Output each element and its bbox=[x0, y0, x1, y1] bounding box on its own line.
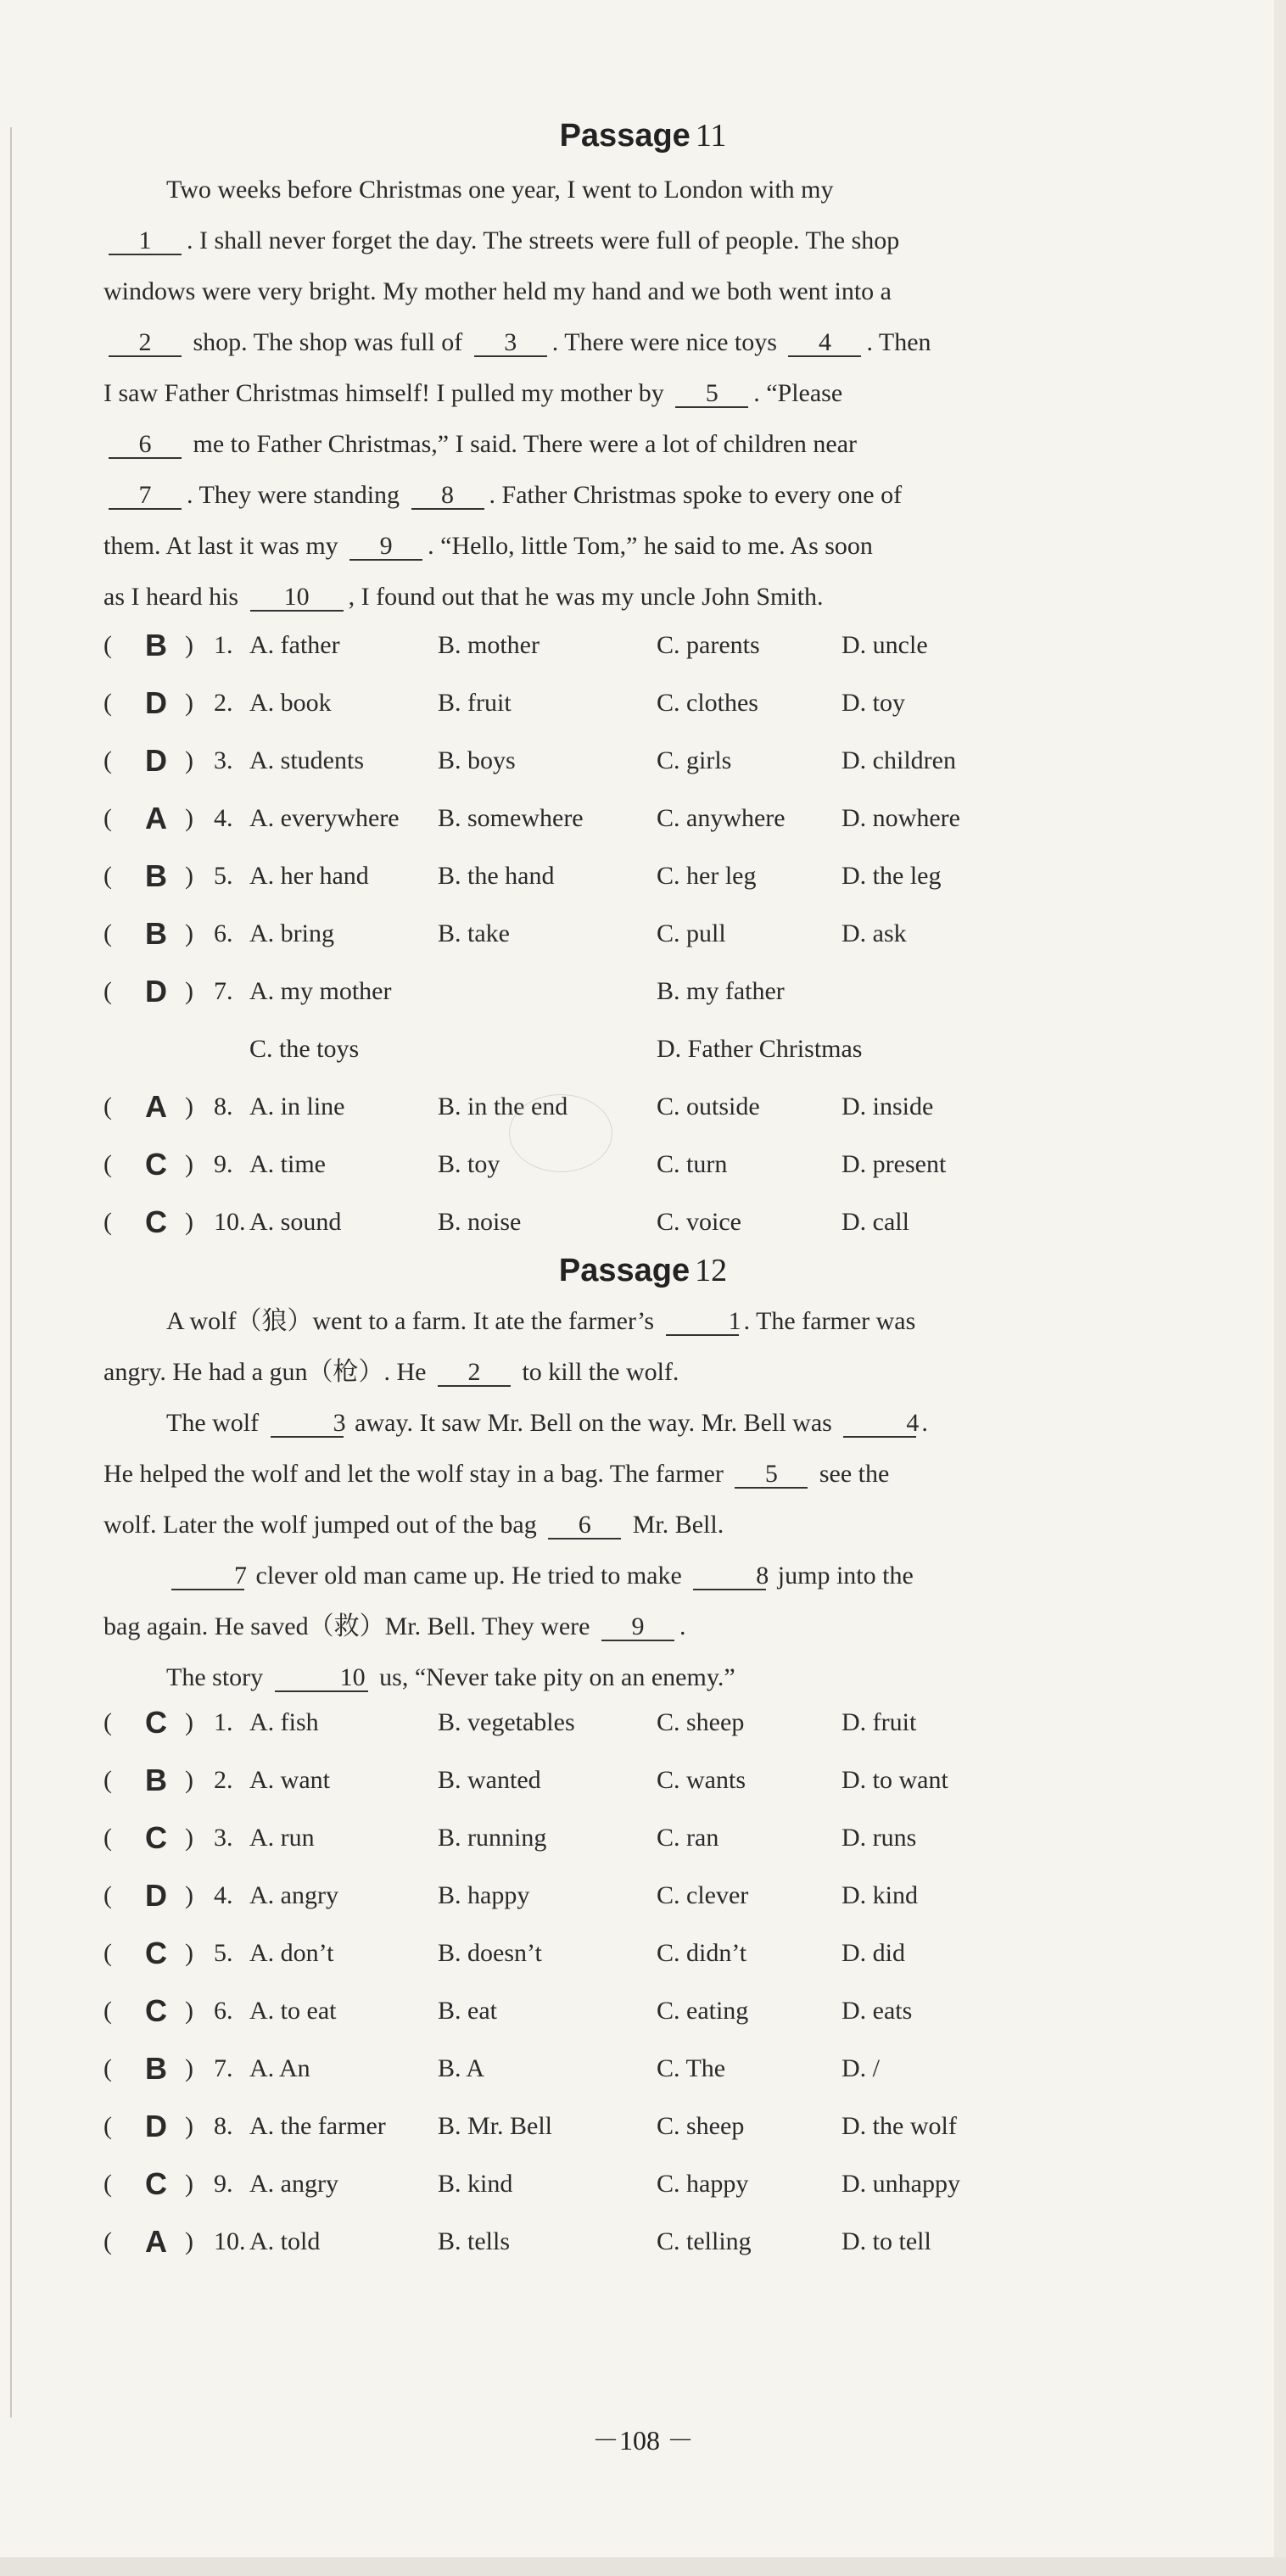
answer-letter: B bbox=[145, 916, 167, 951]
close-paren: ) bbox=[185, 1708, 193, 1736]
option-b: B. fruit bbox=[438, 689, 512, 717]
passage-text: jump into the bbox=[771, 1562, 914, 1590]
blank-10: 10 bbox=[275, 1665, 368, 1692]
question-row bbox=[103, 2109, 1121, 2163]
question-number: 7. bbox=[214, 977, 233, 1005]
passage-text: A wolf（狼）went to a farm. It ate the farmer’s bbox=[166, 1307, 661, 1335]
question-row bbox=[103, 916, 1121, 970]
blank-6: 6 bbox=[109, 432, 182, 459]
question-number: 8. bbox=[214, 2112, 233, 2140]
passage-text: . There were nice toys bbox=[551, 328, 784, 356]
passage-text: . I shall never forget the day. The streets were full of people. The shop bbox=[187, 226, 900, 254]
option-d: D. did bbox=[841, 1939, 905, 1967]
question-number: 2. bbox=[214, 1766, 233, 1794]
passage-line bbox=[103, 1652, 1052, 1703]
blank-4: 4 bbox=[788, 330, 861, 357]
question-number: 10. bbox=[214, 1208, 246, 1236]
question-number: 8. bbox=[214, 1092, 233, 1120]
option-c: C. sheep bbox=[657, 1708, 745, 1736]
passage-line bbox=[103, 1449, 1052, 1500]
passage-text: . The farmer was bbox=[743, 1307, 916, 1335]
option-b: B. mother bbox=[438, 631, 540, 659]
option-a: A. her hand bbox=[249, 862, 369, 890]
passage-text: . Then bbox=[866, 328, 931, 356]
passage-line bbox=[103, 521, 1052, 572]
option-a: A. want bbox=[249, 1766, 330, 1794]
answer-letter: B bbox=[145, 858, 167, 893]
close-paren: ) bbox=[185, 919, 193, 947]
passage-text: Two weeks before Christmas one year, I went to London with my bbox=[166, 176, 834, 204]
passage-text: angry. He had a gun（枪）. He bbox=[103, 1358, 433, 1386]
option-d: D. kind bbox=[841, 1881, 918, 1909]
passage-line bbox=[103, 1398, 1052, 1449]
open-paren: ( bbox=[103, 746, 112, 774]
passage-text: windows were very bright. My mother held my hand and we both went into a bbox=[103, 277, 892, 305]
option-a: A. the farmer bbox=[249, 2112, 386, 2140]
option-c: C. telling bbox=[657, 2227, 752, 2255]
option-d: D. ask bbox=[841, 919, 907, 947]
option-c: C. clothes bbox=[657, 689, 758, 717]
answer-letter: A bbox=[145, 1089, 167, 1124]
option-a: A. An bbox=[249, 2054, 310, 2082]
page-number: －108 － bbox=[591, 2425, 694, 2456]
option-c: C. turn bbox=[657, 1150, 728, 1178]
option-b: B. toy bbox=[438, 1150, 500, 1178]
option-c: C. outside bbox=[657, 1092, 760, 1120]
answer-letter: D bbox=[145, 974, 167, 1009]
question-number: 5. bbox=[214, 1939, 233, 1967]
open-paren: ( bbox=[103, 1824, 112, 1852]
blank-2: 2 bbox=[438, 1360, 511, 1387]
question-row bbox=[103, 1820, 1121, 1875]
option-d: D. to tell bbox=[841, 2227, 931, 2255]
option-c: C. wants bbox=[657, 1766, 746, 1794]
option-b: B. Mr. Bell bbox=[438, 2112, 553, 2140]
blank-10: 10 bbox=[250, 584, 344, 612]
passage-11-text bbox=[103, 165, 1052, 623]
blank-3: 3 bbox=[474, 330, 547, 357]
passage-text: The story bbox=[166, 1663, 270, 1691]
option-d: D. nowhere bbox=[841, 804, 960, 832]
option-d: D. runs bbox=[841, 1824, 917, 1852]
question-number: 6. bbox=[214, 919, 233, 947]
blank-5: 5 bbox=[735, 1461, 808, 1489]
option-b: B. kind bbox=[438, 2170, 513, 2198]
option-a: A. sound bbox=[249, 1208, 342, 1236]
passage-text: He helped the wolf and let the wolf stay in a bag. The farmer bbox=[103, 1460, 730, 1488]
option-b: B. eat bbox=[438, 1997, 497, 2025]
open-paren: ( bbox=[103, 2227, 112, 2255]
passage-text: Mr. Bell. bbox=[626, 1511, 724, 1539]
option-a: A. in line bbox=[249, 1092, 345, 1120]
blank-8: 8 bbox=[411, 483, 484, 510]
close-paren: ) bbox=[185, 2054, 193, 2082]
passage-text: . “Hello, little Tom,” he said to me. As soon bbox=[428, 532, 873, 560]
passage-text: us, “Never take pity on an enemy.” bbox=[372, 1663, 735, 1691]
question-row bbox=[103, 1763, 1121, 1817]
close-paren: ) bbox=[185, 1150, 193, 1178]
option-b: B. somewhere bbox=[438, 804, 584, 832]
question-row bbox=[103, 1878, 1121, 1932]
passage-text: I saw Father Christmas himself! I pulled my mother by bbox=[103, 379, 671, 407]
blank-9: 9 bbox=[349, 534, 422, 561]
question-number: 4. bbox=[214, 804, 233, 832]
option-a: A. my mother bbox=[249, 977, 392, 1005]
close-paren: ) bbox=[185, 1766, 193, 1794]
passage-line bbox=[103, 1296, 1052, 1347]
option-d: D. call bbox=[841, 1208, 909, 1236]
passage-text: . “Please bbox=[753, 379, 843, 407]
question-number: 9. bbox=[214, 1150, 233, 1178]
passage-line bbox=[103, 572, 1052, 623]
close-paren: ) bbox=[185, 1208, 193, 1236]
option-b: B. boys bbox=[438, 746, 516, 774]
option-c: C. The bbox=[657, 2054, 726, 2082]
close-paren: ) bbox=[185, 977, 193, 1005]
question-number: 9. bbox=[214, 2170, 233, 2198]
option-c: B. my father bbox=[657, 977, 785, 1005]
option-a: A. to eat bbox=[249, 1997, 337, 2025]
option-a: A. don’t bbox=[249, 1939, 334, 1967]
open-paren: ( bbox=[103, 2112, 112, 2140]
open-paren: ( bbox=[103, 1092, 112, 1120]
option-a: A. bring bbox=[249, 919, 334, 947]
question-number: 7. bbox=[214, 2054, 233, 2082]
question-number: 3. bbox=[214, 746, 233, 774]
question-number: 6. bbox=[214, 1997, 233, 2025]
option-b: B. in the end bbox=[438, 1092, 568, 1120]
option-c: C. anywhere bbox=[657, 804, 786, 832]
passage-line bbox=[103, 419, 1052, 470]
blank-2: 2 bbox=[109, 330, 182, 357]
passage-line bbox=[103, 1601, 1052, 1652]
answer-letter: C bbox=[145, 1705, 167, 1740]
open-paren: ( bbox=[103, 1766, 112, 1794]
answer-letter: D bbox=[145, 743, 167, 778]
option-d: D. to want bbox=[841, 1766, 948, 1794]
option-d: D. inside bbox=[841, 1092, 934, 1120]
option-a: A. angry bbox=[249, 1881, 338, 1909]
question-row bbox=[103, 685, 1121, 740]
question-number: 4. bbox=[214, 1881, 233, 1909]
option-d: D. toy bbox=[841, 689, 905, 717]
open-paren: ( bbox=[103, 2170, 112, 2198]
option-a: A. father bbox=[249, 631, 340, 659]
title-number: 11 bbox=[695, 118, 727, 154]
option-a: A. everywhere bbox=[249, 804, 400, 832]
option-d: D. eats bbox=[841, 1997, 913, 2025]
passage-text: see the bbox=[813, 1460, 890, 1488]
option-a: A. time bbox=[249, 1150, 326, 1178]
option-a: C. the toys bbox=[249, 1035, 360, 1063]
option-d: D. present bbox=[841, 1150, 947, 1178]
open-paren: ( bbox=[103, 1150, 112, 1178]
open-paren: ( bbox=[103, 1881, 112, 1909]
answer-letter: A bbox=[145, 2224, 167, 2259]
close-paren: ) bbox=[185, 1997, 193, 2025]
open-paren: ( bbox=[103, 804, 112, 832]
option-d: D. / bbox=[841, 2054, 880, 2082]
option-c: C. happy bbox=[657, 2170, 749, 2198]
question-row bbox=[103, 2224, 1121, 2278]
passage-text: wolf. Later the wolf jumped out of the bag bbox=[103, 1511, 544, 1539]
close-paren: ) bbox=[185, 1939, 193, 1967]
title-word: Passage bbox=[558, 1253, 691, 1288]
close-paren: ) bbox=[185, 689, 193, 717]
passage-text: as I heard his bbox=[103, 583, 245, 611]
close-paren: ) bbox=[185, 746, 193, 774]
close-paren: ) bbox=[185, 804, 193, 832]
option-b: B. take bbox=[438, 919, 510, 947]
option-a: A. told bbox=[249, 2227, 321, 2255]
question-row bbox=[103, 2051, 1121, 2105]
close-paren: ) bbox=[185, 1092, 193, 1120]
option-a: A. book bbox=[249, 689, 332, 717]
open-paren: ( bbox=[103, 862, 112, 890]
close-paren: ) bbox=[185, 631, 193, 659]
question-number: 2. bbox=[214, 689, 233, 717]
blank-4: 4 bbox=[843, 1411, 916, 1438]
option-d: D. uncle bbox=[841, 631, 928, 659]
open-paren: ( bbox=[103, 689, 112, 717]
passage-text: The wolf bbox=[166, 1409, 266, 1437]
close-paren: ) bbox=[185, 2112, 193, 2140]
option-c: D. Father Christmas bbox=[657, 1035, 863, 1063]
passage-line bbox=[103, 1347, 1052, 1398]
question-row bbox=[103, 1147, 1121, 1201]
option-b: B. the hand bbox=[438, 862, 555, 890]
option-b: B. wanted bbox=[438, 1766, 541, 1794]
passage-line bbox=[103, 368, 1052, 419]
blank-7: 7 bbox=[171, 1563, 244, 1590]
passage-text: them. At last it was my bbox=[103, 532, 345, 560]
answer-letter: B bbox=[145, 628, 167, 662]
option-a: A. run bbox=[249, 1824, 315, 1852]
passage-text: to kill the wolf. bbox=[515, 1358, 679, 1386]
title-word: Passage bbox=[559, 118, 691, 154]
question-row bbox=[103, 801, 1121, 855]
open-paren: ( bbox=[103, 2054, 112, 2082]
option-c: C. didn’t bbox=[657, 1939, 747, 1967]
title-number: 12 bbox=[695, 1253, 728, 1288]
answer-letter: C bbox=[145, 1820, 167, 1855]
option-d: D. the leg bbox=[841, 862, 942, 890]
blank-8: 8 bbox=[693, 1563, 766, 1590]
answer-letter: C bbox=[145, 1147, 167, 1182]
passage-text: bag again. He saved（救）Mr. Bell. They were bbox=[103, 1612, 596, 1640]
open-paren: ( bbox=[103, 1939, 112, 1967]
question-row bbox=[103, 1204, 1121, 1259]
answer-letter: B bbox=[145, 1763, 167, 1797]
option-c: C. her leg bbox=[657, 862, 757, 890]
question-row bbox=[103, 628, 1121, 682]
option-d: D. the wolf bbox=[841, 2112, 957, 2140]
question-row bbox=[103, 1035, 1121, 1086]
passage-11-title bbox=[0, 117, 1286, 154]
passage-text: away. It saw Mr. Bell on the way. Mr. Bell was bbox=[348, 1409, 839, 1437]
option-d: D. children bbox=[841, 746, 956, 774]
question-number: 1. bbox=[214, 631, 233, 659]
question-row bbox=[103, 1936, 1121, 1990]
stamp-mark bbox=[509, 1094, 612, 1172]
question-row bbox=[103, 1993, 1121, 2048]
option-b: B. doesn’t bbox=[438, 1939, 542, 1967]
option-c: C. eating bbox=[657, 1997, 749, 2025]
option-c: C. parents bbox=[657, 631, 760, 659]
blank-6: 6 bbox=[548, 1512, 621, 1539]
option-c: C. voice bbox=[657, 1208, 741, 1236]
option-c: C. clever bbox=[657, 1881, 749, 1909]
passage-text: . bbox=[921, 1409, 928, 1437]
blank-1: 1 bbox=[109, 228, 182, 255]
passage-text: . bbox=[679, 1612, 686, 1640]
option-c: C. pull bbox=[657, 919, 726, 947]
blank-7: 7 bbox=[109, 483, 182, 510]
answer-letter: D bbox=[145, 1878, 167, 1913]
passage-text: , I found out that he was my uncle John Smith. bbox=[348, 583, 824, 611]
option-b: B. A bbox=[438, 2054, 485, 2082]
page-bottom-edge bbox=[0, 2557, 1286, 2576]
blank-9: 9 bbox=[601, 1614, 674, 1641]
close-paren: ) bbox=[185, 2170, 193, 2198]
open-paren: ( bbox=[103, 919, 112, 947]
answer-letter: A bbox=[145, 801, 167, 835]
option-a: A. students bbox=[249, 746, 364, 774]
passage-line bbox=[103, 266, 1052, 317]
open-paren: ( bbox=[103, 977, 112, 1005]
passage-line bbox=[103, 1500, 1052, 1551]
blank-5: 5 bbox=[675, 381, 748, 408]
question-row bbox=[103, 2166, 1121, 2221]
question-row bbox=[103, 743, 1121, 797]
option-a: A. fish bbox=[249, 1708, 319, 1736]
passage-text: . Father Christmas spoke to every one of bbox=[489, 481, 903, 509]
question-row bbox=[103, 858, 1121, 913]
passage-line bbox=[103, 215, 1052, 266]
option-a: A. angry bbox=[249, 2170, 338, 2198]
option-c: C. ran bbox=[657, 1824, 719, 1852]
open-paren: ( bbox=[103, 1208, 112, 1236]
passage-text: . They were standing bbox=[187, 481, 406, 509]
option-d: D. unhappy bbox=[841, 2170, 960, 2198]
answer-letter: C bbox=[145, 1204, 167, 1239]
passage-text: me to Father Christmas,” I said. There were a lot of children near bbox=[187, 430, 858, 458]
question-row bbox=[103, 1705, 1121, 1759]
passage-12-title bbox=[0, 1252, 1286, 1289]
open-paren: ( bbox=[103, 1708, 112, 1736]
option-b: B. happy bbox=[438, 1881, 530, 1909]
question-number: 1. bbox=[214, 1708, 233, 1736]
question-number: 5. bbox=[214, 862, 233, 890]
answer-letter: D bbox=[145, 2109, 167, 2143]
open-paren: ( bbox=[103, 1997, 112, 2025]
close-paren: ) bbox=[185, 1881, 193, 1909]
question-row bbox=[103, 1089, 1121, 1143]
blank-1: 1 bbox=[666, 1309, 739, 1336]
passage-text: shop. The shop was full of bbox=[187, 328, 469, 356]
answer-letter: D bbox=[145, 685, 167, 720]
close-paren: ) bbox=[185, 862, 193, 890]
passage-line bbox=[103, 317, 1052, 368]
option-d: D. fruit bbox=[841, 1708, 917, 1736]
answer-letter: C bbox=[145, 1993, 167, 2028]
question-number: 3. bbox=[214, 1824, 233, 1852]
answer-letter: B bbox=[145, 2051, 167, 2086]
question-number: 10. bbox=[214, 2227, 246, 2255]
option-c: C. girls bbox=[657, 746, 732, 774]
passage-text: clever old man came up. He tried to make bbox=[249, 1562, 689, 1590]
open-paren: ( bbox=[103, 631, 112, 659]
passage-line bbox=[103, 470, 1052, 521]
close-paren: ) bbox=[185, 1824, 193, 1852]
option-b: B. noise bbox=[438, 1208, 522, 1236]
option-b: B. running bbox=[438, 1824, 547, 1852]
answer-letter: C bbox=[145, 2166, 167, 2201]
blank-3: 3 bbox=[271, 1411, 344, 1438]
close-paren: ) bbox=[185, 2227, 193, 2255]
passage-line bbox=[103, 165, 1052, 215]
option-b: B. vegetables bbox=[438, 1708, 575, 1736]
question-row bbox=[103, 974, 1121, 1028]
passage-12-text bbox=[103, 1296, 1052, 1703]
passage-line bbox=[103, 1551, 1052, 1601]
option-c: C. sheep bbox=[657, 2112, 745, 2140]
option-b: B. tells bbox=[438, 2227, 511, 2255]
answer-letter: C bbox=[145, 1936, 167, 1970]
